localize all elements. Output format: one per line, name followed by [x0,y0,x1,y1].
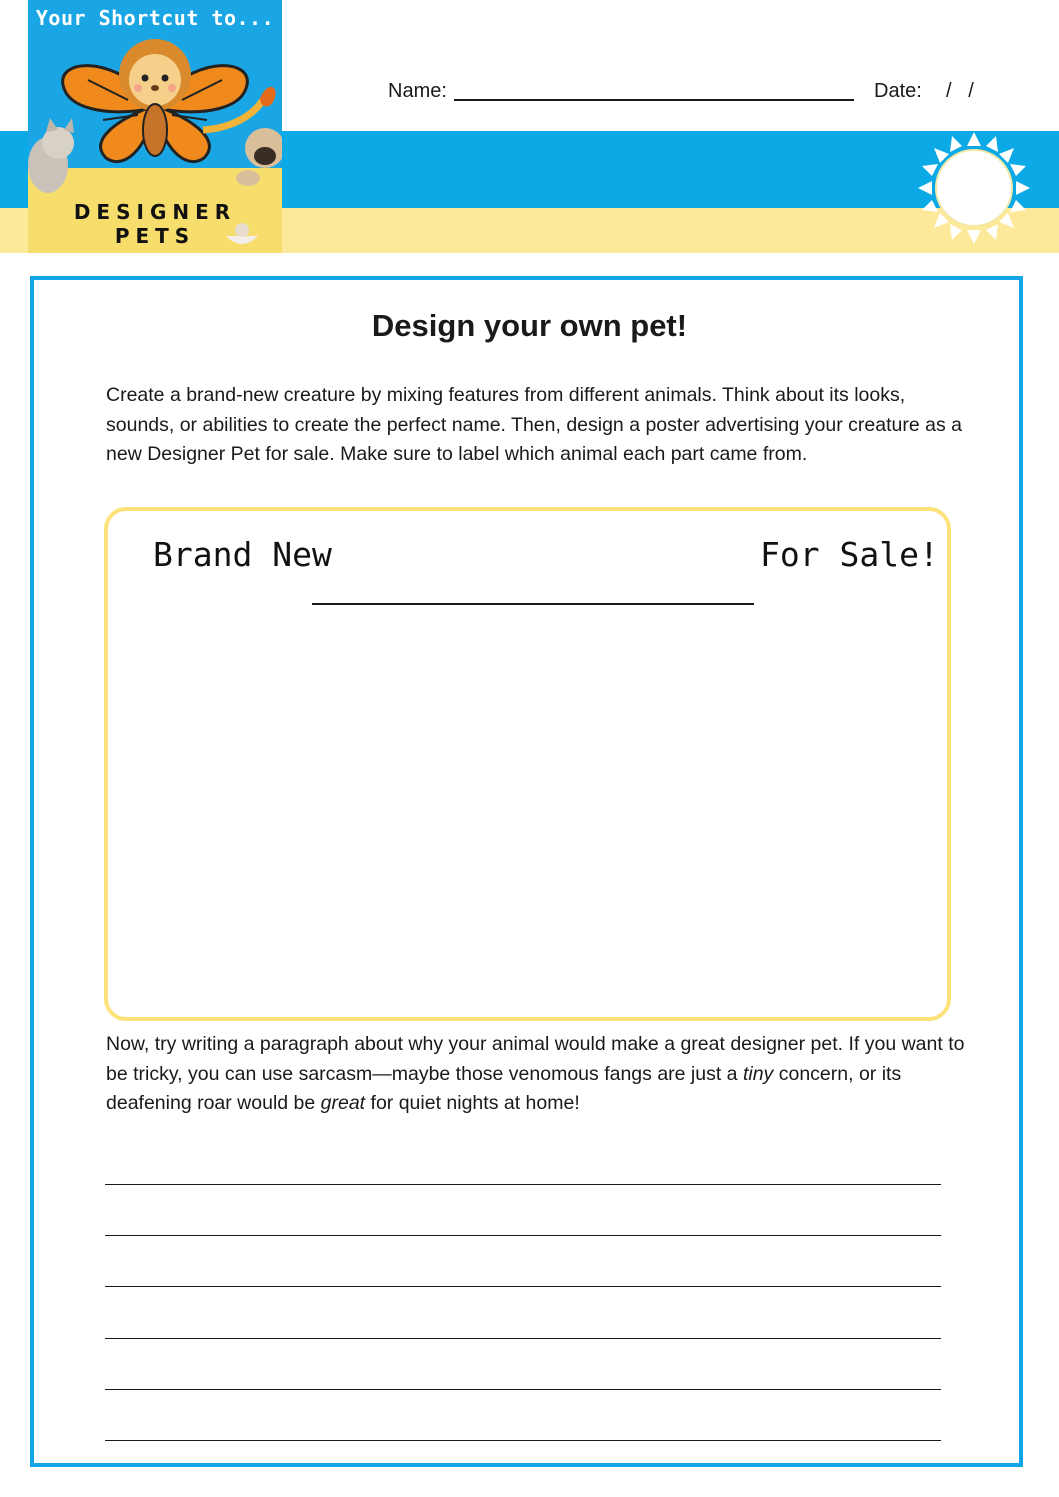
sun-icon [918,132,1030,244]
prompt-emphasis-tiny: tiny [742,1062,774,1085]
prompt-text-2: concern, or its deafening roar would be [106,1062,902,1114]
instructions-paragraph: Create a brand-new creature by mixing features from different animals. Think about its looks, sounds, or abilities to create the perfect name. Then, design a poster advertising your creature as a new Designer Pet for sale. Make sure to label which animal each part came from. [106,384,962,465]
poster-drawing-area[interactable] [104,507,951,1021]
writing-line[interactable] [105,1338,941,1339]
poster-caption-for-sale: For Sale! [760,535,939,574]
poster-caption-brand-new: Brand New [153,535,332,574]
cat-icon [28,118,74,193]
name-field[interactable] [454,99,854,101]
series-cover-image [28,0,282,253]
date-field[interactable]: / / [946,80,974,102]
writing-prompt-paragraph [106,1030,976,1119]
cover-series-title: Your Shortcut to... [35,6,275,30]
pet-name-field[interactable] [312,603,754,605]
writing-line[interactable] [105,1184,941,1185]
name-label: Name: [388,80,447,102]
writing-line[interactable] [105,1389,941,1390]
prompt-emphasis-great: great [320,1092,366,1114]
worksheet-title: Design your own pet! [371,308,688,343]
writing-line[interactable] [105,1440,941,1441]
date-label: Date: [874,80,922,102]
writing-line[interactable] [105,1235,941,1236]
cover-brand-title: DESIGNER PETS [73,200,237,248]
writing-line[interactable] [105,1286,941,1287]
lion-face-icon [119,39,191,111]
prompt-text-1: Now, try writing a paragraph about why your animal would make a great designer pet. If you want to be tricky, you can use sarcasm—maybe those venomous fangs are just a [106,1033,965,1085]
pug-icon [236,128,282,186]
prompt-text-3: for quiet nights at home! [365,1092,580,1114]
